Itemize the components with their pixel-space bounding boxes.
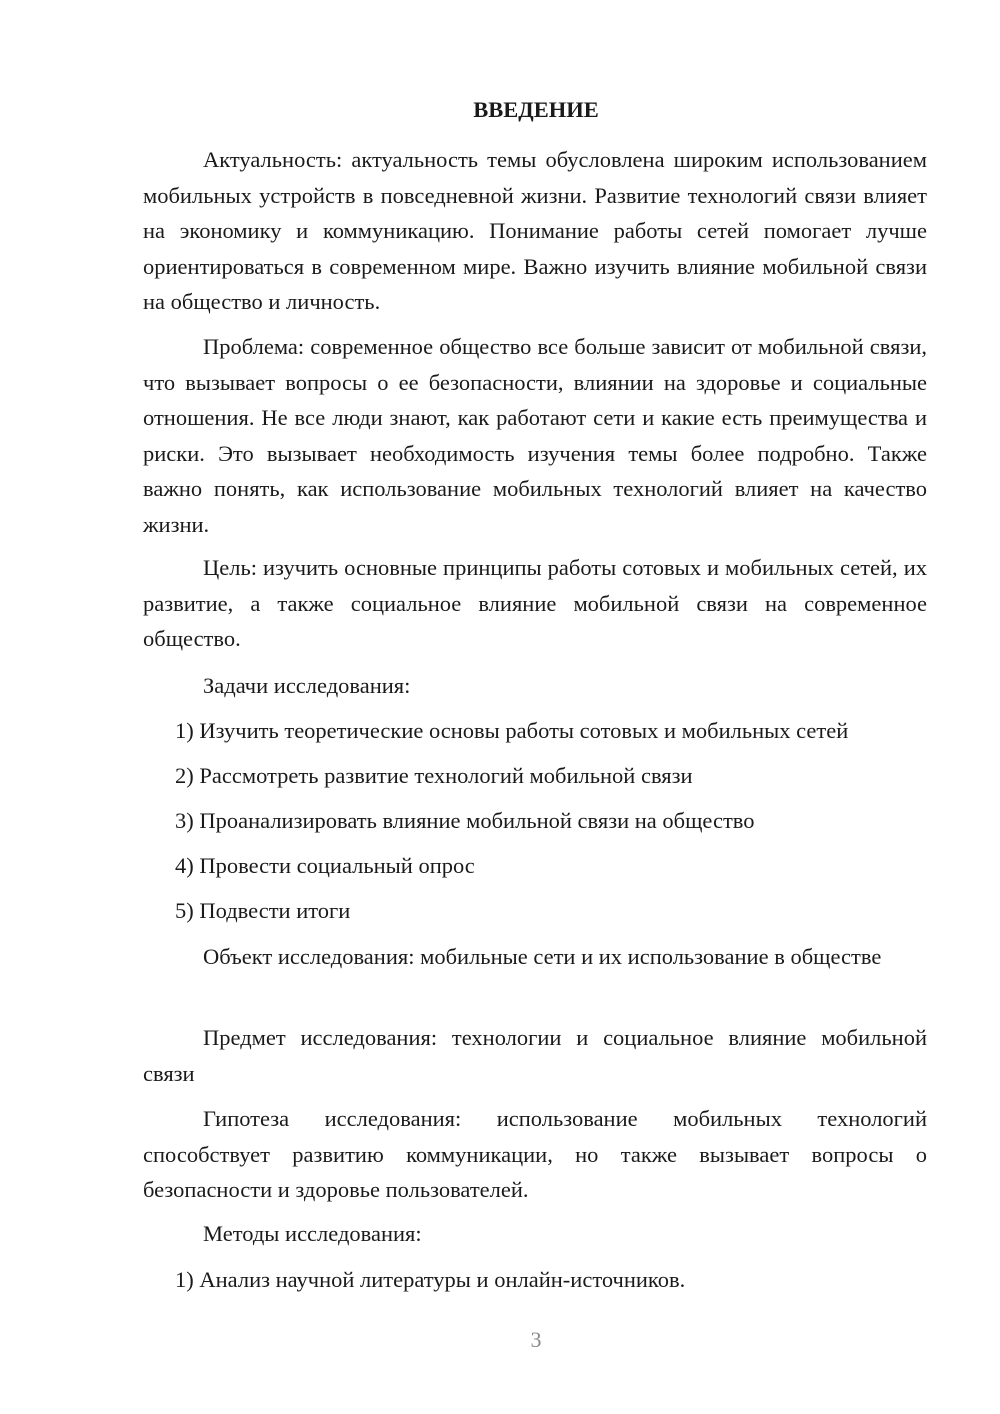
problem-paragraph: Проблема: современное общество все больше зависит от мобильной связи, что вызывает вопросы о ее безопасности, влиянии на здоровье и социальные отношения. Не все люди знают, как работают сети и какие есть преимущества и риски. Это вызывает необходимость изучения темы более подробно. Также важно понять, как использование мобильных технологий влияет на качество жизни. <box>143 334 927 537</box>
hypothesis-paragraph: Гипотеза исследования: использование мобильных технологий способствует развитию коммуникации, но также вызывает вопросы о безопасности и здоровье пользователей. <box>143 1106 927 1202</box>
subject-paragraph: Предмет исследования: технологии и социальное влияние мобильной связи <box>143 1025 927 1086</box>
task-item: 4) Провести социальный опрос <box>175 853 475 878</box>
task-item: 5) Подвести итоги <box>175 898 351 923</box>
page-title: ВВЕДЕНИЕ <box>473 97 599 122</box>
task-item: 3) Проанализировать влияние мобильной связи на общество <box>175 808 755 833</box>
object-paragraph: Объект исследования: мобильные сети и их использование в обществе <box>203 944 882 969</box>
tasks-heading: Задачи исследования: <box>203 673 411 698</box>
methods-heading: Методы исследования: <box>203 1221 422 1246</box>
task-item: 1) Изучить теоретические основы работы сотовых и мобильных сетей <box>175 718 849 743</box>
relevance-paragraph: Актуальность: актуальность темы обусловлена широким использованием мобильных устройств в повседневной жизни. Развитие технологий связи влияет на экономику и коммуникацию. Понимание работы сетей помогает лучше ориентироваться в современном мире. Важно изучить влияние мобильной связи на общество и личность. <box>143 147 927 314</box>
method-item: 1) Анализ научной литературы и онлайн-источников. <box>175 1267 686 1292</box>
goal-paragraph: Цель: изучить основные принципы работы сотовых и мобильных сетей, их развитие, а также социальное влияние мобильной связи на современное общество. <box>143 555 927 651</box>
page-number: 3 <box>530 1327 542 1352</box>
task-item: 2) Рассмотреть развитие технологий мобильной связи <box>175 763 693 788</box>
